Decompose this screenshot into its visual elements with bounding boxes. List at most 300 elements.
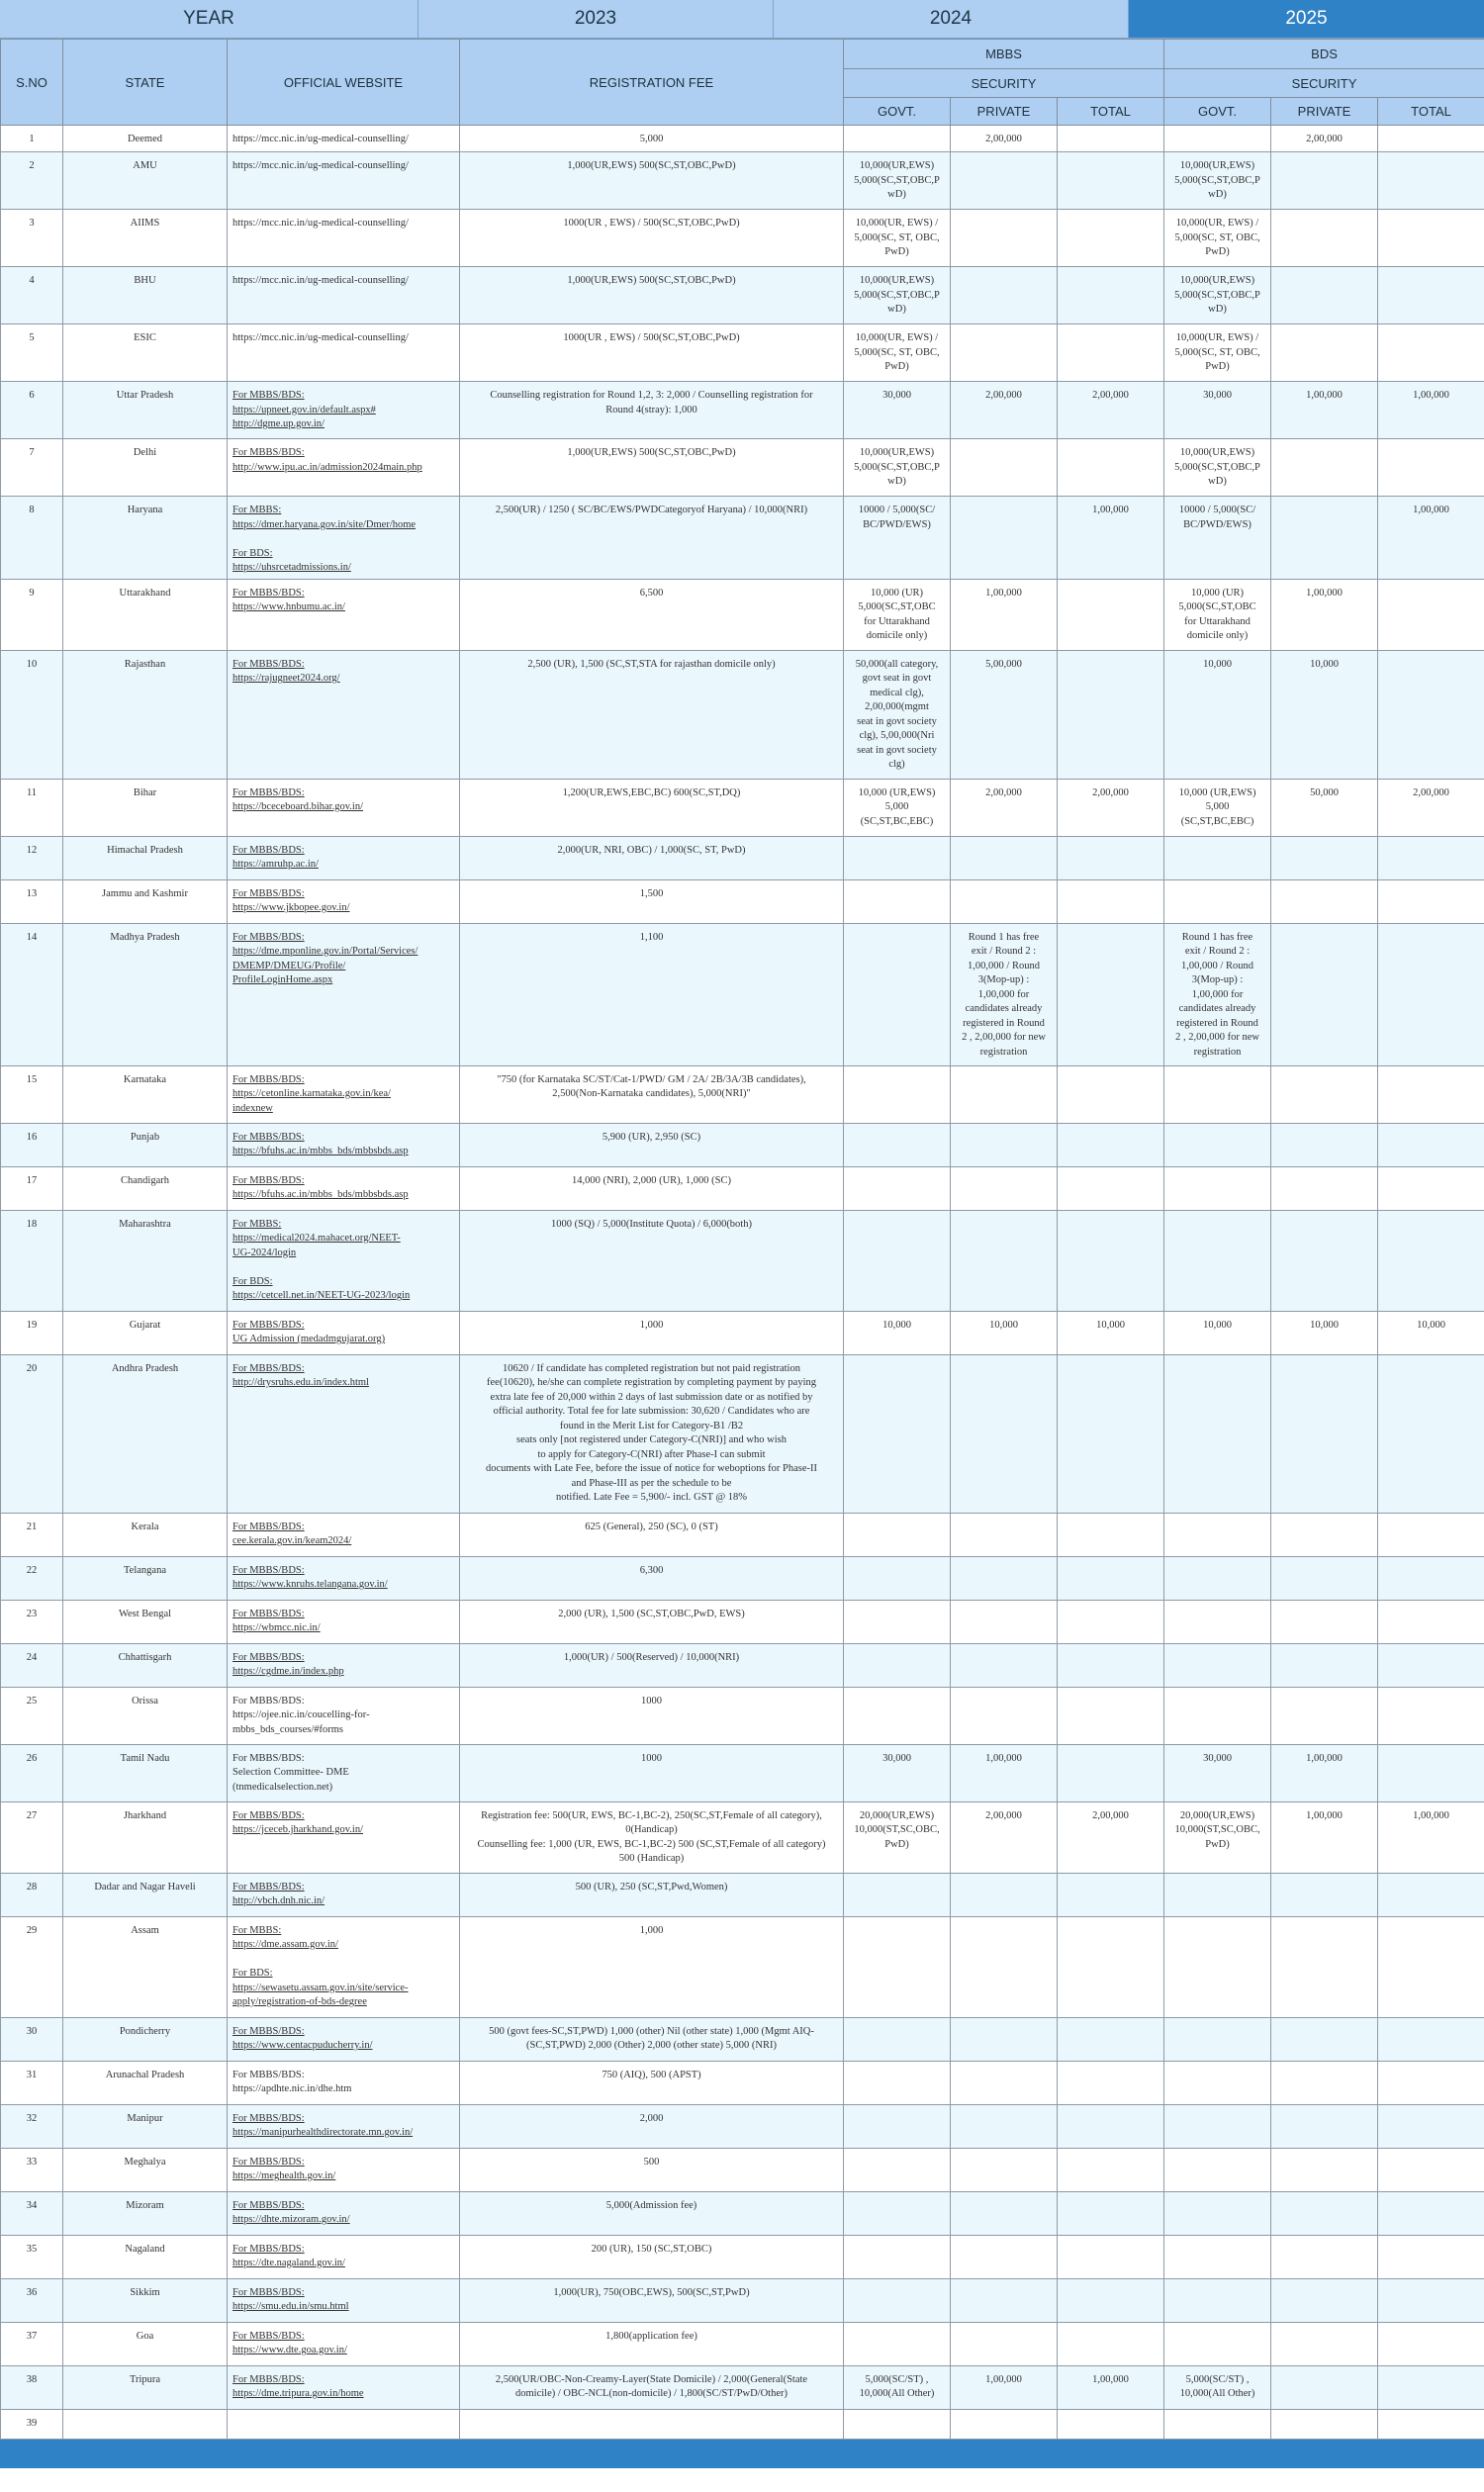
cell-mbbs-total <box>1058 1600 1164 1643</box>
cell-bds-govt <box>1164 1873 1271 1916</box>
cell-bds-private: 1,00,000 <box>1271 1744 1378 1801</box>
website-link[interactable]: https://www.jkbopee.gov.in/ <box>232 902 350 913</box>
header-bds-private: PRIVATE <box>1271 98 1378 126</box>
cell-sno: 11 <box>1 779 63 836</box>
website-link[interactable]: UG Admission (medadmgujarat.org) <box>232 1334 386 1344</box>
cell-state: AIIMS <box>63 210 228 267</box>
website-link[interactable]: https://bfuhs.ac.in/mbbs_bds/mbbsbds.asp <box>232 1189 409 1200</box>
cell-mbbs-govt: 30,000 <box>844 382 951 439</box>
website-link[interactable]: For MBBS/BDS: <box>232 1881 305 1892</box>
cell-mbbs-total <box>1058 2191 1164 2235</box>
cell-bds-total <box>1378 1065 1484 1123</box>
cell-registration-fee: 5,000(Admission fee) <box>460 2191 844 2235</box>
cell-bds-govt: 10,000(UR, EWS) / 5,000(SC, ST, OBC, PwD) <box>1164 324 1271 382</box>
table-row <box>1 2278 1484 2322</box>
table-row <box>1 324 1484 382</box>
cell-registration-fee: 500 (govt fees-SC,ST,PWD) 1,000 (other) Nil (other state) 1,000 (Mgmt AIQ- (SC,ST,PWD) 2,000 (Other) 2,000 (other state) 5,000 (NRI) <box>460 2017 844 2061</box>
website-link[interactable]: https://cetonline.karnataka.gov.in/kea/ <box>232 1088 391 1099</box>
website-link[interactable]: ProfileLoginHome.aspx <box>232 974 333 985</box>
cell-state: Manipur <box>63 2104 228 2148</box>
cell-bds-private <box>1271 2278 1378 2322</box>
cell-mbbs-govt <box>844 1166 951 1210</box>
cell-bds-total <box>1378 1556 1484 1600</box>
table-row <box>1 2322 1484 2365</box>
website-link[interactable]: For MBBS/BDS: <box>232 1073 305 1085</box>
header-mbbs-govt: GOVT. <box>844 98 951 126</box>
cell-mbbs-private: 2,00,000 <box>951 1801 1058 1873</box>
cell-state: Goa <box>63 2322 228 2365</box>
website-link[interactable]: For MBBS/BDS: <box>232 658 305 670</box>
table-row <box>1 923 1484 1065</box>
website-link[interactable]: For BDS: <box>232 1968 273 1979</box>
website-link[interactable]: https://dme.mponline.gov.in/Portal/Services/ <box>232 946 418 957</box>
cell-mbbs-private: 5,00,000 <box>951 650 1058 779</box>
cell-registration-fee: 1000 <box>460 1744 844 1801</box>
cell-mbbs-private: 2,00,000 <box>951 779 1058 836</box>
table-row <box>1 382 1484 439</box>
cell-mbbs-total <box>1058 1166 1164 1210</box>
cell-mbbs-private <box>951 2409 1058 2439</box>
website-link[interactable]: https://dme.assam.gov.in/ <box>232 1939 338 1950</box>
cell-state: Tamil Nadu <box>63 1744 228 1801</box>
cell-website <box>228 2322 460 2365</box>
table-row <box>1 2017 1484 2061</box>
cell-bds-private: 2,00,000 <box>1271 126 1378 152</box>
cell-state: AMU <box>63 152 228 210</box>
website-link[interactable]: indexnew <box>232 1102 273 1114</box>
website-link[interactable]: DMEMP/DMEUG/Profile/ <box>232 960 346 971</box>
cell-website <box>228 2017 460 2061</box>
cell-website <box>228 2365 460 2409</box>
cell-mbbs-private <box>951 2322 1058 2365</box>
cell-mbbs-govt <box>844 1600 951 1643</box>
cell-mbbs-total <box>1058 1065 1164 1123</box>
website-link[interactable]: For MBBS/BDS: <box>232 390 305 401</box>
registration-fee-table <box>0 39 1484 2468</box>
table-body <box>1 126 1484 2468</box>
website-link[interactable]: For MBBS/BDS: <box>232 1809 305 1821</box>
cell-bds-govt <box>1164 1687 1271 1744</box>
cell-website <box>228 497 460 580</box>
cell-bds-govt <box>1164 1916 1271 2017</box>
website-link[interactable]: For BDS: <box>232 547 273 559</box>
website-link[interactable]: For MBBS/BDS: <box>232 1131 305 1143</box>
website-link[interactable]: https://meghealth.gov.in/ <box>232 2170 336 2181</box>
cell-bds-private <box>1271 152 1378 210</box>
website-link[interactable]: https://bceceboard.bihar.gov.in/ <box>232 801 363 812</box>
cell-mbbs-govt: 10,000(UR,EWS) 5,000(SC,ST,OBC,P wD) <box>844 267 951 324</box>
cell-bds-govt: 10,000(UR, EWS) / 5,000(SC, ST, OBC, PwD) <box>1164 210 1271 267</box>
cell-mbbs-total <box>1058 923 1164 1065</box>
cell-state: West Bengal <box>63 1600 228 1643</box>
cell-bds-govt <box>1164 126 1271 152</box>
cell-mbbs-total <box>1058 2322 1164 2365</box>
cell-bds-private <box>1271 1210 1378 1311</box>
cell-mbbs-private <box>951 497 1058 580</box>
cell-sno: 39 <box>1 2409 63 2439</box>
cell-mbbs-govt: 10,000 <box>844 1311 951 1354</box>
website-link[interactable]: https://uhsrcetadmissions.in/ <box>232 562 351 573</box>
cell-registration-fee: 2,500(UR) / 1250 ( SC/BC/EWS/PWDCategoryof Haryana) / 10,000(NRI) <box>460 497 844 580</box>
cell-bds-govt <box>1164 2104 1271 2148</box>
website-link[interactable]: For MBBS/BDS: <box>232 447 305 458</box>
cell-mbbs-total <box>1058 1513 1164 1556</box>
website-link[interactable]: For MBBS/BDS: <box>232 931 305 943</box>
header-mbbs-security: SECURITY <box>844 69 1164 98</box>
cell-bds-private <box>1271 267 1378 324</box>
table-row <box>1 2061 1484 2104</box>
cell-state: Orissa <box>63 1687 228 1744</box>
cell-bds-govt <box>1164 1123 1271 1166</box>
cell-mbbs-total <box>1058 836 1164 879</box>
cell-mbbs-govt: 5,000(SC/ST) , 10,000(All Other) <box>844 2365 951 2409</box>
cell-bds-govt: 10,000 <box>1164 650 1271 779</box>
cell-sno: 20 <box>1 1354 63 1513</box>
website-spacer <box>232 532 454 547</box>
website-link[interactable]: For MBBS/BDS: <box>232 1608 305 1619</box>
cell-mbbs-total <box>1058 1354 1164 1513</box>
cell-mbbs-total <box>1058 1873 1164 1916</box>
website-link[interactable]: For MBBS/BDS: <box>232 1564 305 1576</box>
website-link[interactable]: http://www.ipu.ac.in/admission2024main.php <box>232 461 422 473</box>
year-tab-2024[interactable]: 2024 <box>774 0 1129 38</box>
table-row <box>1 879 1484 923</box>
header-mbbs-private: PRIVATE <box>951 98 1058 126</box>
cell-mbbs-private <box>951 1210 1058 1311</box>
cell-state: Dadar and Nagar Haveli <box>63 1873 228 1916</box>
cell-bds-govt <box>1164 836 1271 879</box>
cell-bds-total <box>1378 2235 1484 2278</box>
cell-mbbs-private <box>951 2191 1058 2235</box>
cell-registration-fee: 1000 (SQ) / 5,000(Institute Quota) / 6,000(both) <box>460 1210 844 1311</box>
cell-bds-private: 1,00,000 <box>1271 1801 1378 1873</box>
website-link[interactable]: https://rajugneet2024.org/ <box>232 673 340 684</box>
cell-bds-total <box>1378 2061 1484 2104</box>
cell-mbbs-total <box>1058 579 1164 650</box>
cell-mbbs-private: 1,00,000 <box>951 2365 1058 2409</box>
cell-bds-total <box>1378 210 1484 267</box>
cell-bds-private <box>1271 2017 1378 2061</box>
cell-mbbs-total: 1,00,000 <box>1058 2365 1164 2409</box>
cell-website <box>228 2061 460 2104</box>
cell-website <box>228 382 460 439</box>
cell-mbbs-total <box>1058 126 1164 152</box>
website-link[interactable]: https://dte.nagaland.gov.in/ <box>232 2258 345 2268</box>
cell-mbbs-private <box>951 1513 1058 1556</box>
website-link[interactable]: For MBBS/BDS: <box>232 2286 305 2298</box>
cell-bds-total <box>1378 1600 1484 1643</box>
cell-bds-private <box>1271 1873 1378 1916</box>
cell-mbbs-govt <box>844 1210 951 1311</box>
website-link[interactable]: apply/registration-of-bds-degree <box>232 1996 367 2007</box>
cell-sno: 15 <box>1 1065 63 1123</box>
cell-mbbs-private <box>951 2235 1058 2278</box>
footer-bar-cell <box>1 2439 1484 2467</box>
cell-bds-private: 10,000 <box>1271 650 1378 779</box>
cell-website <box>228 1166 460 1210</box>
website-link[interactable]: http://vbch.dnh.nic.in/ <box>232 1895 325 1906</box>
cell-state <box>63 2409 228 2439</box>
cell-registration-fee: 1,000 <box>460 1916 844 2017</box>
cell-bds-govt <box>1164 1210 1271 1311</box>
cell-bds-private <box>1271 210 1378 267</box>
cell-registration-fee: 2,000 <box>460 2104 844 2148</box>
cell-mbbs-govt: 10,000(UR,EWS) 5,000(SC,ST,OBC,P wD) <box>844 439 951 497</box>
cell-mbbs-total <box>1058 439 1164 497</box>
cell-sno: 19 <box>1 1311 63 1354</box>
website-link[interactable]: https://smu.edu.in/smu.html <box>232 2301 349 2312</box>
header-sno: S.NO <box>1 40 63 126</box>
cell-mbbs-govt <box>844 1513 951 1556</box>
cell-sno: 21 <box>1 1513 63 1556</box>
cell-mbbs-total <box>1058 1916 1164 2017</box>
website-link[interactable]: For MBBS/BDS: <box>232 2199 305 2211</box>
website-link[interactable]: https://cgdme.in/index.php <box>232 1666 344 1677</box>
cell-registration-fee: 500 (UR), 250 (SC,ST,Pwd,Women) <box>460 1873 844 1916</box>
cell-mbbs-govt <box>844 1687 951 1744</box>
website-text: mbbs_bds_courses/#forms <box>232 1723 343 1735</box>
table-row <box>1 2409 1484 2439</box>
cell-bds-private <box>1271 1065 1378 1123</box>
cell-bds-govt <box>1164 1166 1271 1210</box>
cell-bds-private <box>1271 2191 1378 2235</box>
cell-bds-total <box>1378 152 1484 210</box>
cell-website <box>228 1687 460 1744</box>
cell-bds-govt: 10,000 <box>1164 1311 1271 1354</box>
website-link[interactable]: For MBBS/BDS: <box>232 844 305 856</box>
website-link[interactable]: https://sewasetu.assam.gov.in/site/service- <box>232 1982 409 1993</box>
year-tab-2025[interactable]: 2025 <box>1129 0 1484 38</box>
cell-state: Telangana <box>63 1556 228 1600</box>
cell-bds-total <box>1378 324 1484 382</box>
website-link[interactable]: https://bfuhs.ac.in/mbbs_bds/mbbsbds.asp <box>232 1146 409 1156</box>
cell-sno: 17 <box>1 1166 63 1210</box>
cell-registration-fee: 1,500 <box>460 879 844 923</box>
website-spacer <box>232 1260 454 1275</box>
cell-bds-govt: Round 1 has free exit / Round 2 : 1,00,000 / Round 3(Mop-up) : 1,00,000 for candidates already registered in Round 2 , 2,00,000 for new registration <box>1164 923 1271 1065</box>
cell-mbbs-govt: 10,000(UR,EWS) 5,000(SC,ST,OBC,P wD) <box>844 152 951 210</box>
cell-bds-private <box>1271 439 1378 497</box>
cell-website <box>228 923 460 1065</box>
website-link[interactable]: For MBBS: <box>232 1218 282 1230</box>
website-link[interactable]: For MBBS/BDS: <box>232 1319 305 1331</box>
cell-mbbs-private <box>951 1123 1058 1166</box>
cell-sno: 2 <box>1 152 63 210</box>
table-row <box>1 1916 1484 2017</box>
cell-mbbs-govt <box>844 2061 951 2104</box>
website-link[interactable]: https://www.centacpuducherry.in/ <box>232 2040 373 2051</box>
cell-bds-total: 1,00,000 <box>1378 382 1484 439</box>
cell-mbbs-govt <box>844 2017 951 2061</box>
cell-website <box>228 1311 460 1354</box>
cell-website <box>228 879 460 923</box>
cell-sno: 7 <box>1 439 63 497</box>
cell-mbbs-govt <box>844 1123 951 1166</box>
website-link[interactable]: For BDS: <box>232 1275 273 1287</box>
year-tab-2023[interactable]: 2023 <box>418 0 774 38</box>
cell-bds-total: 1,00,000 <box>1378 1801 1484 1873</box>
website-link[interactable]: For MBBS/BDS: <box>232 2025 305 2037</box>
website-link[interactable]: https://jceceb.jharkhand.gov.in/ <box>232 1824 363 1835</box>
table-row <box>1 210 1484 267</box>
cell-bds-private <box>1271 2409 1378 2439</box>
cell-mbbs-private <box>951 152 1058 210</box>
website-link[interactable]: For MBBS/BDS: <box>232 2156 305 2168</box>
cell-mbbs-private <box>951 1643 1058 1687</box>
cell-bds-total <box>1378 1744 1484 1801</box>
table-row <box>1 2191 1484 2235</box>
table-row <box>1 1600 1484 1643</box>
cell-mbbs-private: 10,000 <box>951 1311 1058 1354</box>
website-link[interactable]: For MBBS/BDS: <box>232 887 305 899</box>
cell-bds-govt: 10,000(UR,EWS) 5,000(SC,ST,OBC,P wD) <box>1164 267 1271 324</box>
cell-bds-private <box>1271 1600 1378 1643</box>
website-link[interactable]: For MBBS/BDS: <box>232 2243 305 2255</box>
cell-mbbs-govt <box>844 923 951 1065</box>
table-row <box>1 497 1484 580</box>
cell-sno: 3 <box>1 210 63 267</box>
cell-bds-govt <box>1164 1600 1271 1643</box>
cell-sno: 38 <box>1 2365 63 2409</box>
cell-bds-private <box>1271 1643 1378 1687</box>
cell-mbbs-total: 2,00,000 <box>1058 1801 1164 1873</box>
cell-website <box>228 836 460 879</box>
cell-state: Jammu and Kashmir <box>63 879 228 923</box>
cell-bds-total <box>1378 2278 1484 2322</box>
cell-bds-private <box>1271 2322 1378 2365</box>
cell-state: Punjab <box>63 1123 228 1166</box>
cell-bds-private <box>1271 1166 1378 1210</box>
cell-mbbs-govt <box>844 879 951 923</box>
website-link[interactable]: https://wbmcc.nic.in/ <box>232 1622 321 1633</box>
website-link[interactable]: https://www.dte.goa.gov.in/ <box>232 2345 347 2355</box>
cell-mbbs-govt: 30,000 <box>844 1744 951 1801</box>
cell-mbbs-total <box>1058 2235 1164 2278</box>
cell-state: Tripura <box>63 2365 228 2409</box>
cell-mbbs-total <box>1058 152 1164 210</box>
cell-mbbs-private <box>951 267 1058 324</box>
website-text: https://apdhte.nic.in/dhe.htm <box>232 2083 352 2094</box>
website-link[interactable]: https://amruhp.ac.in/ <box>232 859 319 870</box>
website-link[interactable]: https://dmer.haryana.gov.in/site/Dmer/home <box>232 518 417 530</box>
cell-registration-fee: 625 (General), 250 (SC), 0 (ST) <box>460 1513 844 1556</box>
website-link[interactable]: https://www.knruhs.telangana.gov.in/ <box>232 1579 388 1590</box>
cell-registration-fee: 2,000(UR, NRI, OBC) / 1,000(SC, ST, PwD) <box>460 836 844 879</box>
website-link[interactable]: https://medical2024.mahacet.org/NEET- <box>232 1233 401 1244</box>
cell-mbbs-total <box>1058 1643 1164 1687</box>
header-state: STATE <box>63 40 228 126</box>
cell-state: Uttarakhand <box>63 579 228 650</box>
cell-mbbs-total: 1,00,000 <box>1058 497 1164 580</box>
cell-website <box>228 1643 460 1687</box>
cell-website <box>228 2148 460 2191</box>
cell-sno: 32 <box>1 2104 63 2148</box>
website-link[interactable]: For MBBS: <box>232 1924 282 1936</box>
cell-bds-total <box>1378 2017 1484 2061</box>
cell-bds-govt <box>1164 2017 1271 2061</box>
cell-mbbs-total <box>1058 1687 1164 1744</box>
cell-state: Meghalya <box>63 2148 228 2191</box>
header-mbbs-total: TOTAL <box>1058 98 1164 126</box>
cell-mbbs-total <box>1058 2017 1164 2061</box>
website-link[interactable]: https://www.hnbumu.ac.in/ <box>232 601 345 612</box>
cell-sno: 5 <box>1 324 63 382</box>
cell-mbbs-total <box>1058 879 1164 923</box>
table-row <box>1 1687 1484 1744</box>
website-link[interactable]: For MBBS/BDS: <box>232 786 305 798</box>
cell-bds-private <box>1271 497 1378 580</box>
cell-mbbs-private: 1,00,000 <box>951 579 1058 650</box>
cell-state: Deemed <box>63 126 228 152</box>
cell-website <box>228 2409 460 2439</box>
website-link[interactable]: For MBBS/BDS: <box>232 1362 305 1374</box>
website-link[interactable]: https://dhte.mizoram.gov.in/ <box>232 2214 350 2225</box>
website-link[interactable]: https://manipurhealthdirectorate.mn.gov.in/ <box>232 2127 414 2138</box>
cell-registration-fee: 5,900 (UR), 2,950 (SC) <box>460 1123 844 1166</box>
cell-mbbs-govt <box>844 2148 951 2191</box>
cell-bds-total <box>1378 2322 1484 2365</box>
website-link[interactable]: For MBBS/BDS: <box>232 2112 305 2124</box>
cell-sno: 36 <box>1 2278 63 2322</box>
year-tab-label[interactable]: YEAR <box>0 0 418 38</box>
cell-registration-fee <box>460 2409 844 2439</box>
cell-state: Himachal Pradesh <box>63 836 228 879</box>
cell-bds-total: 1,00,000 <box>1378 497 1484 580</box>
website-link[interactable]: For MBBS/BDS: <box>232 587 305 599</box>
cell-bds-total <box>1378 1210 1484 1311</box>
website-link[interactable]: https://cetcell.net.in/NEET-UG-2023/login <box>232 1290 411 1301</box>
cell-sno: 23 <box>1 1600 63 1643</box>
website-link[interactable]: For MBBS/BDS: <box>232 1174 305 1186</box>
cell-website <box>228 1513 460 1556</box>
cell-mbbs-private <box>951 2061 1058 2104</box>
cell-registration-fee: 1,000(UR,EWS) 500(SC,ST,OBC,PwD) <box>460 152 844 210</box>
website-link[interactable]: For MBBS/BDS: <box>232 1651 305 1663</box>
cell-bds-total <box>1378 1687 1484 1744</box>
cell-bds-total <box>1378 1873 1484 1916</box>
website-link[interactable]: For MBBS/BDS: <box>232 2373 305 2385</box>
table-row <box>1 2148 1484 2191</box>
website-link[interactable]: For MBBS/BDS: <box>232 1521 305 1532</box>
website-link[interactable]: https://dme.tripura.gov.in/home <box>232 2388 364 2399</box>
website-link[interactable]: For MBBS: <box>232 505 282 515</box>
cell-sno: 29 <box>1 1916 63 2017</box>
cell-state: Madhya Pradesh <box>63 923 228 1065</box>
website-link[interactable]: http://dgme.up.gov.in/ <box>232 418 325 429</box>
cell-state: Rajasthan <box>63 650 228 779</box>
cell-mbbs-total <box>1058 2061 1164 2104</box>
table-row <box>1 650 1484 779</box>
website-link[interactable]: cee.kerala.gov.in/keam2024/ <box>232 1535 352 1546</box>
cell-bds-private <box>1271 2104 1378 2148</box>
cell-mbbs-private: 1,00,000 <box>951 1744 1058 1801</box>
cell-sno: 22 <box>1 1556 63 1600</box>
website-link[interactable]: For MBBS/BDS: <box>232 2330 305 2342</box>
cell-mbbs-private <box>951 210 1058 267</box>
cell-bds-govt: 10,000(UR,EWS) 5,000(SC,ST,OBC,P wD) <box>1164 152 1271 210</box>
website-link[interactable]: https://upneet.gov.in/default.aspx# <box>232 404 376 415</box>
cell-bds-govt: 5,000(SC/ST) , 10,000(All Other) <box>1164 2365 1271 2409</box>
cell-state: ESIC <box>63 324 228 382</box>
cell-state: Jharkhand <box>63 1801 228 1873</box>
table-row <box>1 836 1484 879</box>
cell-sno: 18 <box>1 1210 63 1311</box>
cell-bds-govt <box>1164 2409 1271 2439</box>
website-link[interactable]: http://drysruhs.edu.in/index.html <box>232 1377 369 1388</box>
cell-website <box>228 1600 460 1643</box>
cell-mbbs-govt: 10,000(UR, EWS) / 5,000(SC, ST, OBC, PwD) <box>844 210 951 267</box>
website-link[interactable]: UG-2024/login <box>232 1246 297 1258</box>
